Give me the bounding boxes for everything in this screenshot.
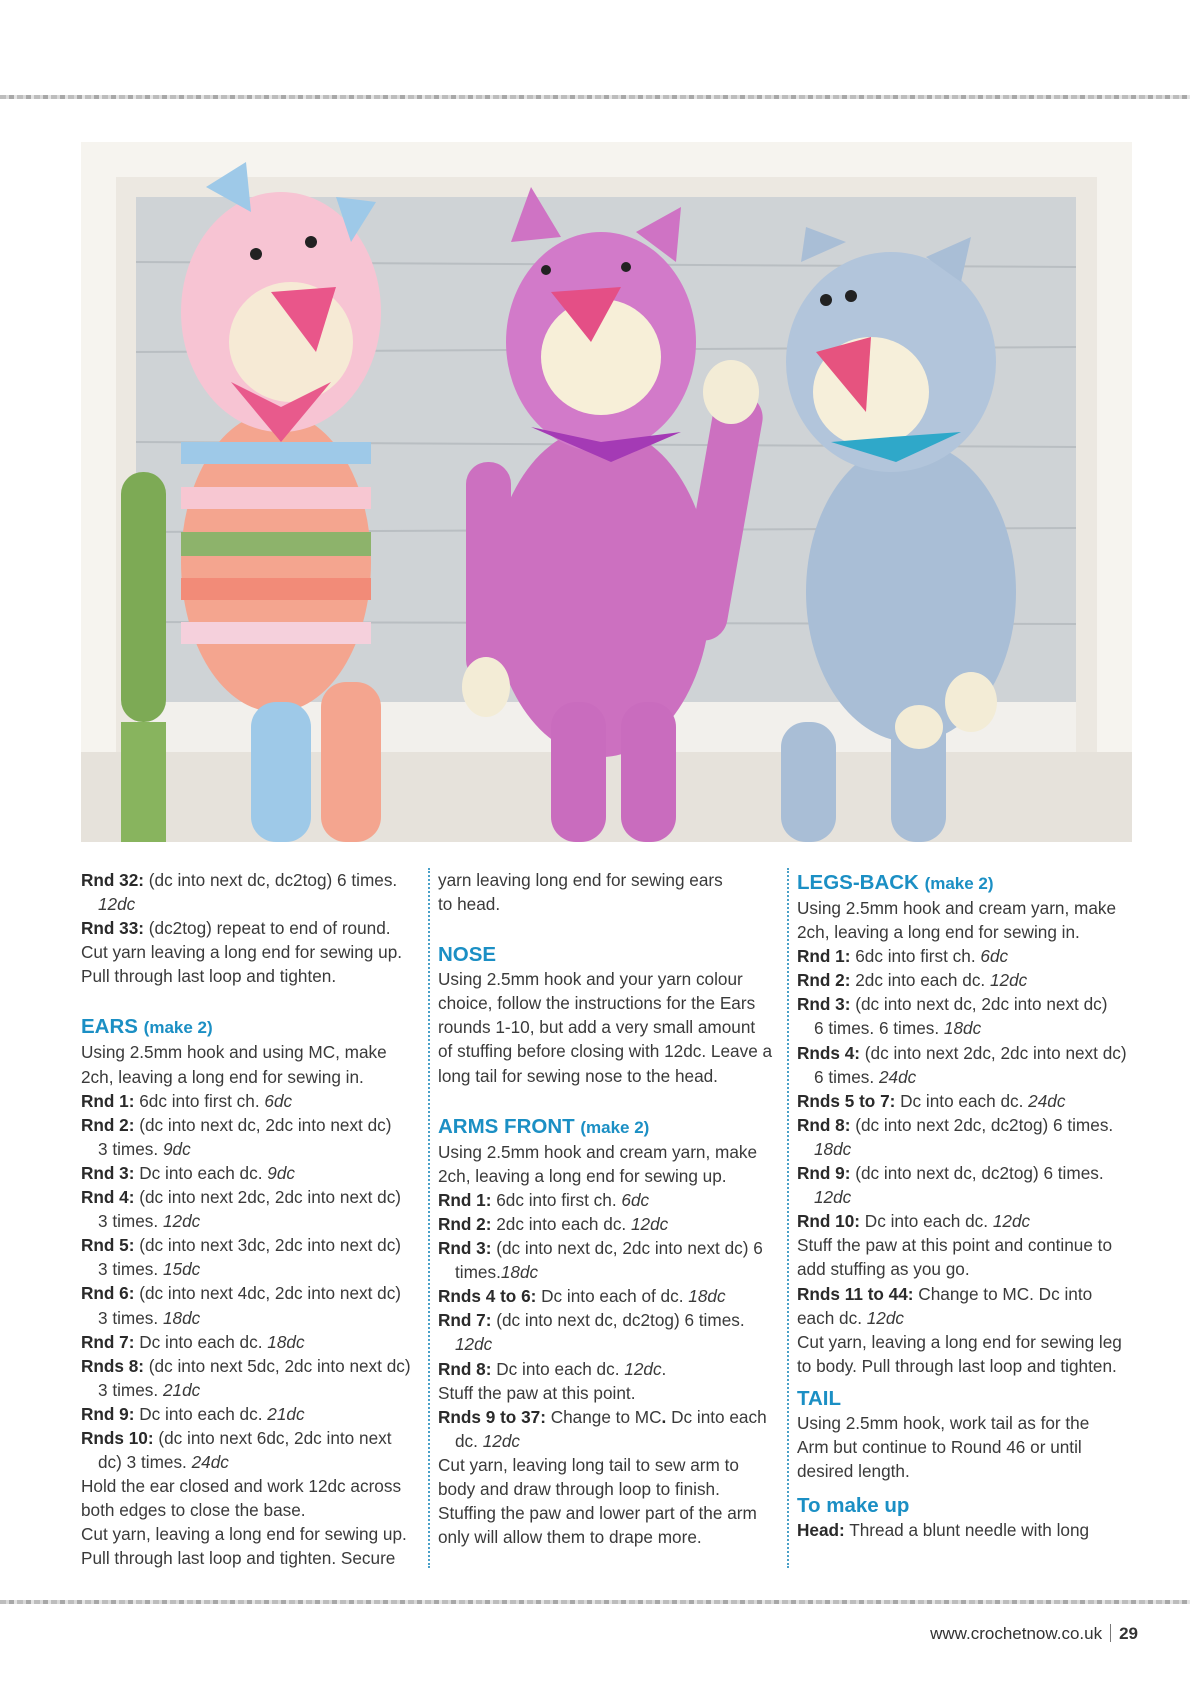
text-line: only will allow them to drape more.	[438, 1527, 702, 1548]
text-line: Rnd 2: 2dc into each dc. 12dc	[438, 1213, 669, 1234]
crochet-cats-photo-icon	[81, 142, 1132, 842]
text-line: dc. 12dc	[455, 1430, 520, 1451]
text-line: Rnd 3: (dc into next dc, 2dc into next dc) 6	[438, 1238, 763, 1259]
text-line: yarn leaving long end for sewing ears	[438, 870, 723, 890]
text-line: Rnds 4 to 6: Dc into each of dc. 18dc	[438, 1286, 726, 1307]
text-line: 18dc	[814, 1138, 852, 1159]
text-line: choice, follow the instructions for the Ears	[438, 993, 756, 1014]
text-line: body and draw through loop to finish.	[438, 1478, 720, 1499]
page-footer	[930, 1624, 1138, 1644]
text-line: 3 times. 12dc	[98, 1211, 201, 1232]
column-separator	[428, 868, 430, 1568]
text-line: times.18dc	[455, 1262, 539, 1283]
text-line: 12dc	[455, 1334, 493, 1355]
text-line: 12dc	[814, 1187, 852, 1208]
text-line: Rnd 7: (dc into next dc, dc2tog) 6 times.	[438, 1310, 745, 1331]
text-line: Hold the ear closed and work 12dc across	[81, 1476, 402, 1497]
text-line: Rnd 7: Dc into each dc. 18dc	[81, 1331, 305, 1352]
text-line: Rnd 8: Dc into each dc. 12dc.	[438, 1358, 667, 1379]
text-line: Cut yarn leaving a long end for sewing up.	[81, 942, 403, 963]
text-line: Rnd 9: Dc into each dc. 21dc	[81, 1403, 305, 1424]
text-line: dc) 3 times. 24dc	[98, 1452, 229, 1473]
text-line: Cut yarn, leaving a long end for sewing up.	[81, 1524, 407, 1545]
text-line: Pull through last loop and tighten. Secure	[81, 1548, 396, 1569]
text-line: Stuff the paw at this point.	[438, 1382, 636, 1403]
text-line: both edges to close the base.	[81, 1500, 306, 1521]
text-line: Rnds 9 to 37: Change to MC. Dc into each	[438, 1406, 767, 1427]
crochet-cats-photo	[81, 142, 1132, 842]
text-line: desired length.	[797, 1461, 910, 1482]
text-line: add stuffing as you go.	[797, 1259, 970, 1280]
section-heading-nose: NOSE	[438, 943, 497, 967]
text-line: Head: Thread a blunt needle with long	[797, 1520, 1090, 1541]
text-line: Rnd 2: 2dc into each dc. 12dc	[797, 970, 1028, 991]
section-heading-to-make-up: To make up	[797, 1494, 910, 1518]
text-line: 3 times. 18dc	[98, 1307, 201, 1328]
text-line: Rnd 6: (dc into next 4dc, 2dc into next dc)	[81, 1283, 402, 1304]
text-line: Cut yarn, leaving long tail to sew arm to	[438, 1454, 739, 1475]
text-line: Rnd 1: 6dc into first ch. 6dc	[81, 1090, 293, 1111]
text-line: Rnd 3: (dc into next dc, 2dc into next dc)	[797, 994, 1108, 1015]
text-line: to body. Pull through last loop and tighten.	[797, 1355, 1117, 1376]
text-line: Using 2.5mm hook and cream yarn, make	[438, 1141, 758, 1162]
text-line: Stuff the paw at this point and continue to	[797, 1235, 1113, 1256]
text-line: Rnd 10: Dc into each dc. 12dc	[797, 1211, 1031, 1232]
text-line: 12dc	[98, 894, 136, 915]
bottom-decorative-rule	[0, 1600, 1190, 1604]
text-line: Rnd 1: 6dc into first ch. 6dc	[438, 1189, 650, 1210]
text-line: Rnd 2: (dc into next dc, 2dc into next dc)	[81, 1114, 392, 1135]
text-line: Stuffing the paw and lower part of the arm	[438, 1503, 757, 1524]
section-heading-legs-back: LEGS-BACK (make 2)	[797, 871, 994, 894]
section-heading-arms-front: ARMS FRONT (make 2)	[438, 1114, 650, 1138]
text-line: to head.	[438, 894, 501, 915]
text-line: 3 times. 9dc	[98, 1138, 191, 1159]
text-line: Rnds 4: (dc into next 2dc, 2dc into next dc)	[797, 1042, 1127, 1063]
text-line: 2ch, leaving a long end for sewing in.	[81, 1066, 364, 1087]
footer-divider	[1110, 1624, 1111, 1642]
instructions-column-1	[81, 868, 421, 1571]
instructions-column-3	[797, 868, 1127, 1542]
text-line: of stuffing before closing with 12dc. Leave a	[438, 1041, 773, 1062]
text-line: Arm but continue to Round 46 or until	[797, 1436, 1082, 1457]
instructions-column-2	[438, 868, 778, 1549]
text-line: Rnds 8: (dc into next 5dc, 2dc into next dc)	[81, 1355, 411, 1376]
text-line: Rnd 32: (dc into next dc, dc2tog) 6 times.	[81, 870, 398, 890]
page-number: 29	[1119, 1624, 1138, 1643]
text-line: each dc. 12dc	[797, 1307, 905, 1328]
text-line: 2ch, leaving a long end for sewing in.	[797, 922, 1080, 943]
text-line: Pull through last loop and tighten.	[81, 966, 337, 987]
text-line: Cut yarn, leaving a long end for sewing leg	[797, 1331, 1122, 1352]
website-url[interactable]: www.crochetnow.co.uk	[930, 1624, 1103, 1643]
text-line: 3 times. 21dc	[98, 1379, 201, 1400]
text-line: Rnd 33: (dc2tog) repeat to end of round.	[81, 918, 391, 939]
text-line: Rnd 5: (dc into next 3dc, 2dc into next dc)	[81, 1235, 402, 1256]
section-heading-ears: EARS (make 2)	[81, 1015, 213, 1039]
text-line: 6 times. 24dc	[814, 1066, 917, 1087]
section-heading-tail: TAIL	[797, 1386, 842, 1410]
top-decorative-rule	[0, 95, 1190, 99]
text-line: Rnd 9: (dc into next dc, dc2tog) 6 times.	[797, 1163, 1104, 1184]
text-line: Rnd 1: 6dc into first ch. 6dc	[797, 946, 1009, 967]
text-line: Using 2.5mm hook, work tail as for the	[797, 1412, 1090, 1433]
text-line: Rnds 5 to 7: Dc into each dc. 24dc	[797, 1090, 1066, 1111]
text-line: rounds 1-10, but add a very small amount	[438, 1017, 756, 1038]
text-line: 3 times. 15dc	[98, 1259, 201, 1280]
column-separator	[787, 868, 789, 1568]
text-line: Using 2.5mm hook and your yarn colour	[438, 969, 743, 990]
text-line: 2ch, leaving a long end for sewing up.	[438, 1165, 727, 1186]
text-line: Rnd 4: (dc into next 2dc, 2dc into next dc)	[81, 1187, 402, 1208]
text-line: 6 times. 6 times. 18dc	[814, 1018, 982, 1039]
text-line: Rnd 8: (dc into next 2dc, dc2tog) 6 times.	[797, 1114, 1114, 1135]
text-line: Rnds 10: (dc into next 6dc, 2dc into next	[81, 1427, 392, 1448]
text-line: Rnds 11 to 44: Change to MC. Dc into	[797, 1283, 1093, 1304]
text-line: long tail for sewing nose to the head.	[438, 1065, 718, 1086]
text-line: Using 2.5mm hook and cream yarn, make	[797, 898, 1117, 918]
text-line: Rnd 3: Dc into each dc. 9dc	[81, 1162, 295, 1183]
text-line: Using 2.5mm hook and using MC, make	[81, 1042, 387, 1063]
